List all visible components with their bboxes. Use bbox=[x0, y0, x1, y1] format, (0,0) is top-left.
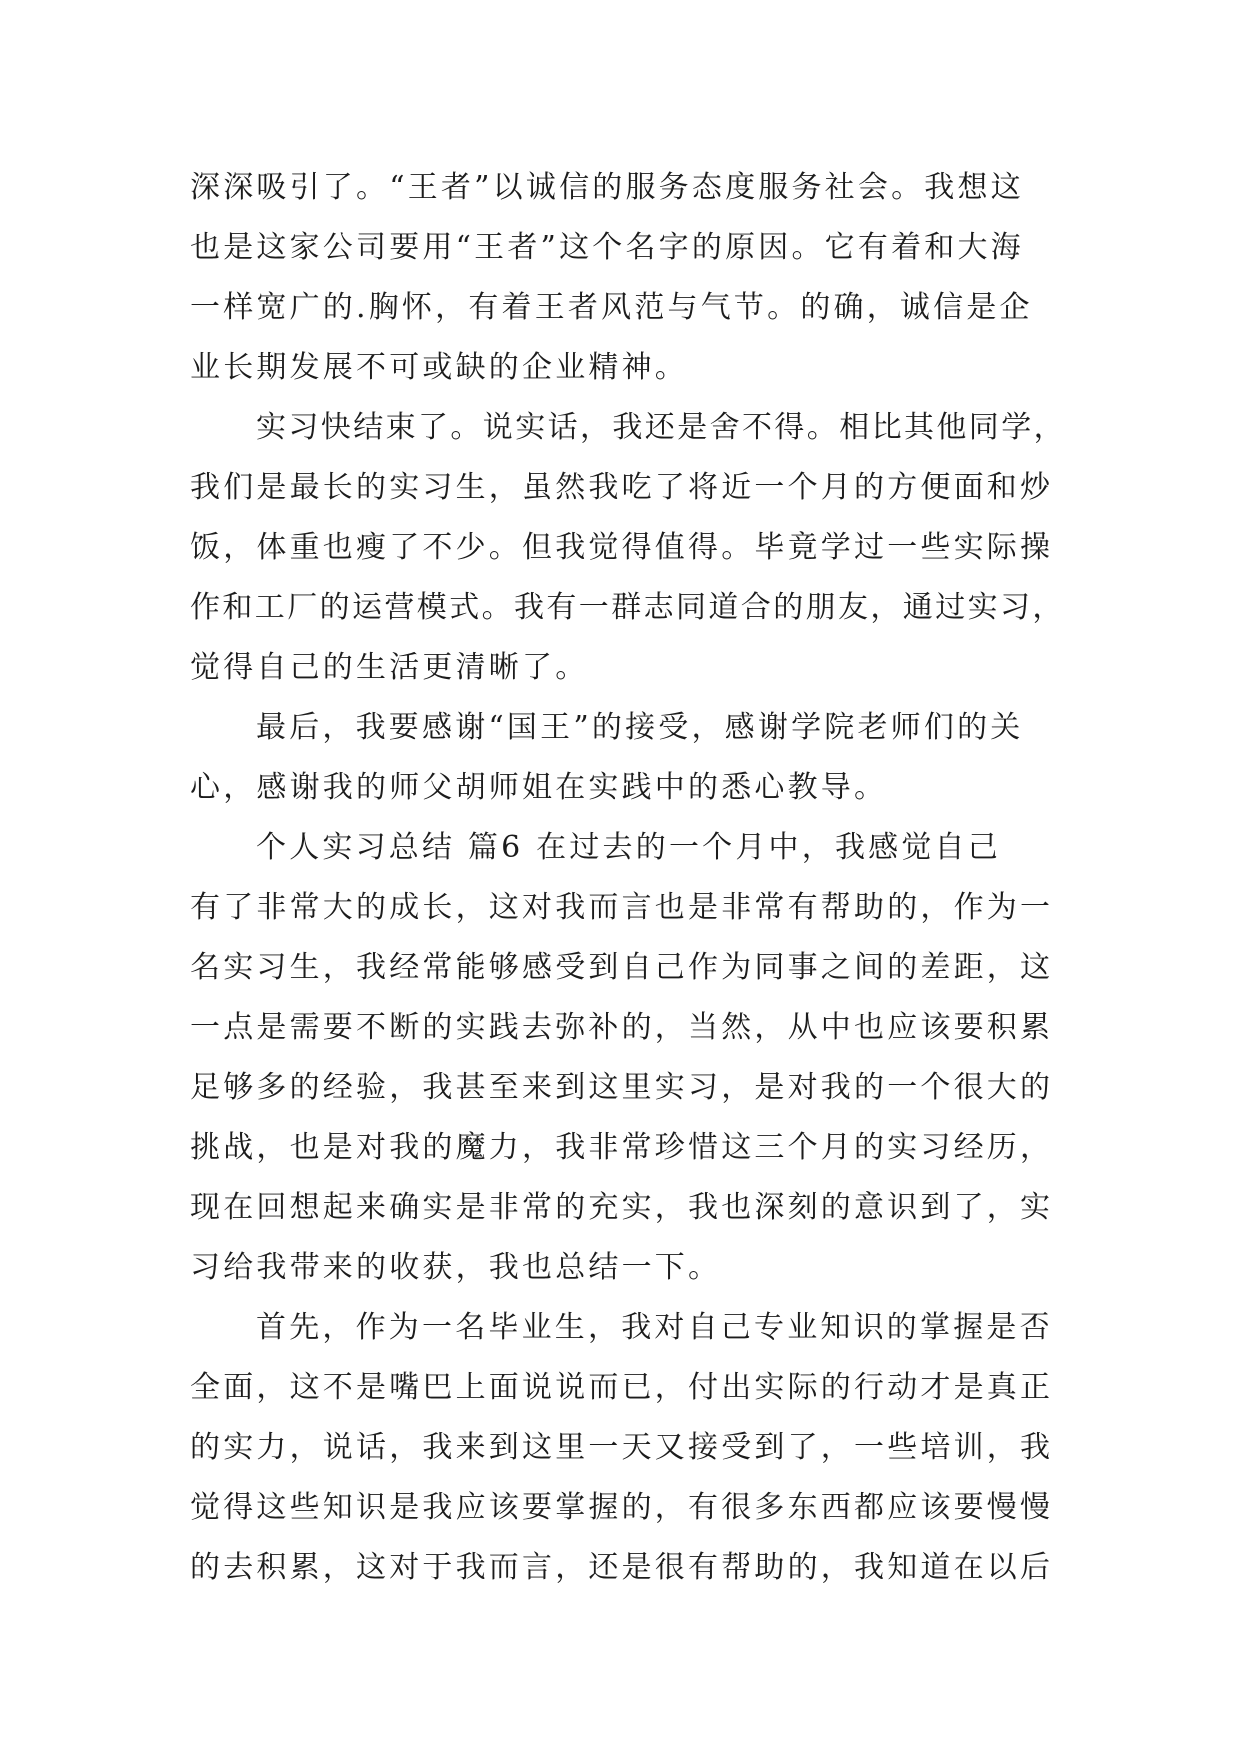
text-line: 作和工厂的运营模式。我有一群志同道合的朋友，通过实习， bbox=[190, 590, 1065, 625]
body-text bbox=[190, 158, 1066, 1598]
text-line: 首先，作为一名毕业生，我对自己专业知识的掌握是否 bbox=[256, 1310, 1053, 1345]
text-line: 习给我带来的收获，我也总结一下。 bbox=[190, 1250, 722, 1285]
text-line: 的实力，说话，我来到这里一天又接受到了，一些培训，我 bbox=[190, 1430, 1054, 1465]
text-line: 业长期发展不可或缺的企业精神。 bbox=[190, 350, 688, 385]
text-line: 足够多的经验，我甚至来到这里实习，是对我的一个很大的 bbox=[190, 1070, 1054, 1105]
text-line: 深深吸引了。“王者”以诚信的服务态度服务社会。我想这 bbox=[190, 170, 1024, 205]
text-line: 名实习生，我经常能够感受到自己作为同事之间的差距，这 bbox=[190, 950, 1054, 985]
text-line: 也是这家公司要用“王者”这个名字的原因。它有着和大海 bbox=[190, 230, 1024, 265]
text-line: 最后，我要感谢“国王”的接受，感谢学院老师们的关 bbox=[256, 710, 1024, 745]
text-line: 全面，这不是嘴巴上面说说而已，付出实际的行动才是真正 bbox=[190, 1370, 1054, 1405]
text-line: 现在回想起来确实是非常的充实，我也深刻的意识到了，实 bbox=[190, 1190, 1054, 1225]
text-line: 饭，体重也瘦了不少。但我觉得值得。毕竟学过一些实际操 bbox=[190, 530, 1054, 565]
text-line: 挑战，也是对我的魔力，我非常珍惜这三个月的实习经历， bbox=[190, 1130, 1054, 1165]
text-line: 一样宽广的.胸怀，有着王者风范与气节。的确，诚信是企 bbox=[190, 290, 1033, 325]
text-line: 有了非常大的成长，这对我而言也是非常有帮助的，作为一 bbox=[190, 890, 1054, 925]
text-line: 觉得自己的生活更清晰了。 bbox=[190, 650, 589, 685]
text-line: 觉得这些知识是我应该要掌握的，有很多东西都应该要慢慢 bbox=[190, 1490, 1054, 1525]
text-line: 实习快结束了。说实话，我还是舍不得。相比其他同学， bbox=[256, 410, 1066, 445]
text-line: 我们是最长的实习生，虽然我吃了将近一个月的方便面和炒 bbox=[190, 470, 1054, 505]
text-line: 一点是需要不断的实践去弥补的，当然，从中也应该要积累 bbox=[190, 1010, 1054, 1045]
text-line: 的去积累，这对于我而言，还是很有帮助的，我知道在以后 bbox=[190, 1550, 1054, 1585]
text-line: 个人实习总结 篇6 在过去的一个月中，我感觉自己 bbox=[256, 830, 1001, 865]
text-line: 心，感谢我的师父胡师姐在实践中的悉心教导。 bbox=[190, 770, 888, 805]
